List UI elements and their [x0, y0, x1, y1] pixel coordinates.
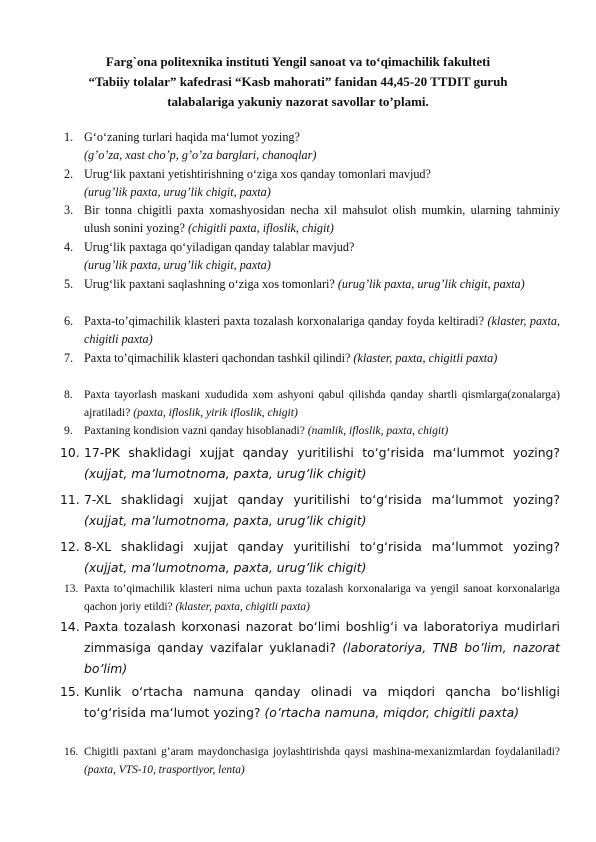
header-line-2: “Tabiiy tolalar” kafedrasi “Kasb mahorati” fanidan 44,45-20 TTDIT guruh [88, 74, 508, 89]
answer-keywords: (chigitli paxta, ifloslik, chigit) [187, 221, 334, 235]
answer-keywords: (namlik, ifloslik, paxta, chigit) [307, 424, 449, 437]
question-text: Paxta to’qimachilik klasteri nima uchun paxta tozalash korxonalariga va yengil sanoat korxonalariga qachon joriy etildi? [84, 583, 560, 613]
answer-keywords: (o’rtacha namuna, miqdor, chigitli paxta) [264, 705, 520, 720]
question-number: 13. [64, 583, 79, 595]
question-13 [64, 581, 560, 616]
question-text: 17-PK shaklidagi xujjat qanday yuritilishi to‘g‘risida ma‘lummot yozing? [84, 445, 560, 460]
question-8 [64, 386, 560, 421]
question-6 [64, 312, 560, 348]
answer-keywords: (laboratoriya, TNB bo’lim, nazorat bo’lim) [84, 640, 560, 676]
question-text: Paxta to’qimachilik klasteri qachondan tashkil qilindi? [84, 351, 351, 365]
answer-keywords: (klaster, paxta, chigitli paxta) [84, 314, 560, 346]
question-12 [60, 536, 560, 578]
answer-keywords: (urug’lik paxta, urug’lik chigit, paxta) [337, 277, 525, 291]
header-line-1: Farg`ona politexnika instituti Yengil sanoat va to‘qimachilik fakulteti [105, 54, 491, 69]
question-2 [64, 165, 560, 201]
question-5 [64, 275, 560, 293]
answer-keywords: (klaster, paxta, chigitli paxta) [353, 351, 498, 365]
header-line-3: talabalariga yakuniy nazorat savollar to’plami. [167, 94, 429, 109]
answer-keywords: (paxta, ifloslik, yirik ifloslik, chigit) [133, 405, 298, 419]
question-number: 8. [64, 388, 73, 401]
question-text: G‘o‘zaning turlari haqida ma‘lumot yozing? [84, 130, 300, 144]
question-number: 6. [64, 314, 74, 328]
question-1 [64, 128, 560, 164]
question-4 [64, 238, 560, 274]
question-number: 5. [64, 277, 74, 291]
question-text: Bir tonna chigitli paxta xomashyosidan necha xil mahsulot olish mumkin, ularning tahminiy ulush sonini yozing? [84, 203, 560, 235]
question-number: 4. [64, 240, 74, 254]
question-number: 10. [60, 445, 80, 460]
question-text: 7-XL shaklidagi xujjat qanday yuritilishi to‘g‘risida ma‘lummot yozing? [84, 492, 560, 507]
question-text: Paxtaning kondision vazni qanday hisoblanadi? [84, 424, 305, 437]
question-16 [64, 744, 560, 779]
question-number: 16. [64, 746, 79, 758]
answer-keywords: (urug’lik paxta, urug’lik chigit, paxta) [84, 258, 271, 272]
question-14 [60, 616, 560, 679]
question-number: 7. [64, 351, 74, 365]
question-10 [60, 442, 560, 484]
question-number: 11. [60, 492, 80, 507]
answer-keywords: (xujjat, ma’lumotnoma, paxta, urug’lik chigit) [84, 513, 367, 528]
question-3 [64, 201, 560, 237]
question-11 [60, 489, 560, 531]
question-text: Chigitli paxtani g’aram maydonchasiga joylashtirishda qaysi mashina-mexanizmlardan foydalaniladi? [84, 746, 560, 758]
answer-keywords: (paxta, VTS-10, trasportiyor, lenta) [84, 763, 245, 776]
question-text: Paxta tozalash korxonasi nazorat bo‘limi boshlig‘i va laboratoriya mudirlari zimmasiga qanday vazifalar yuklanadi? [84, 619, 560, 655]
answer-keywords: (xujjat, ma’lumotnoma, paxta, urug’lik chigit) [84, 466, 367, 481]
answer-keywords: (xujjat, ma’lumotnoma, paxta, urug’lik chigit) [84, 560, 367, 575]
answer-keywords: (urug’lik paxta, urug’lik chigit, paxta) [84, 185, 271, 199]
answer-keywords: (g’o’za, xast cho’p, g’o’za barglari, chanoqlar) [84, 148, 317, 162]
question-text: Urug‘lik paxtani saqlashning o‘ziga xos tomonlari? [84, 277, 335, 291]
question-7 [64, 349, 560, 367]
question-15 [60, 681, 560, 723]
question-number: 15. [60, 684, 80, 699]
question-number: 2. [64, 167, 74, 181]
question-text: Paxta tayorlash maskani xududida xom ashyoni qabul qilishda qanday shartli qismlarga(zonalarga) ajratiladi? [84, 388, 560, 419]
question-number: 9. [64, 424, 73, 437]
answer-keywords: (klaster, paxta, chigitli paxta) [175, 600, 310, 613]
question-text: 8-XL shaklidagi xujjat qanday yuritilishi to‘g‘risida ma‘lummot yozing? [84, 539, 560, 554]
question-number: 14. [60, 619, 80, 634]
question-text: Urug‘lik paxtani yetishtirishning o‘ziga xos qanday tomonlari mavjud? [84, 167, 431, 181]
question-text: Urug‘lik paxtaga qo‘yiladigan qanday talablar mavjud? [84, 240, 355, 254]
question-number: 3. [64, 203, 74, 217]
question-number: 12. [60, 539, 80, 554]
question-number: 1. [64, 130, 74, 144]
question-text: Paxta-to’qimachilik klasteri paxta tozalash korxonalariga qanday foyda keltiradi? [84, 314, 484, 328]
question-9 [64, 422, 560, 440]
question-text: Kunlik o‘rtacha namuna qanday olinadi va miqdori qancha bo‘lishligi to‘g‘risida ma‘lumot yozing? [84, 684, 560, 720]
